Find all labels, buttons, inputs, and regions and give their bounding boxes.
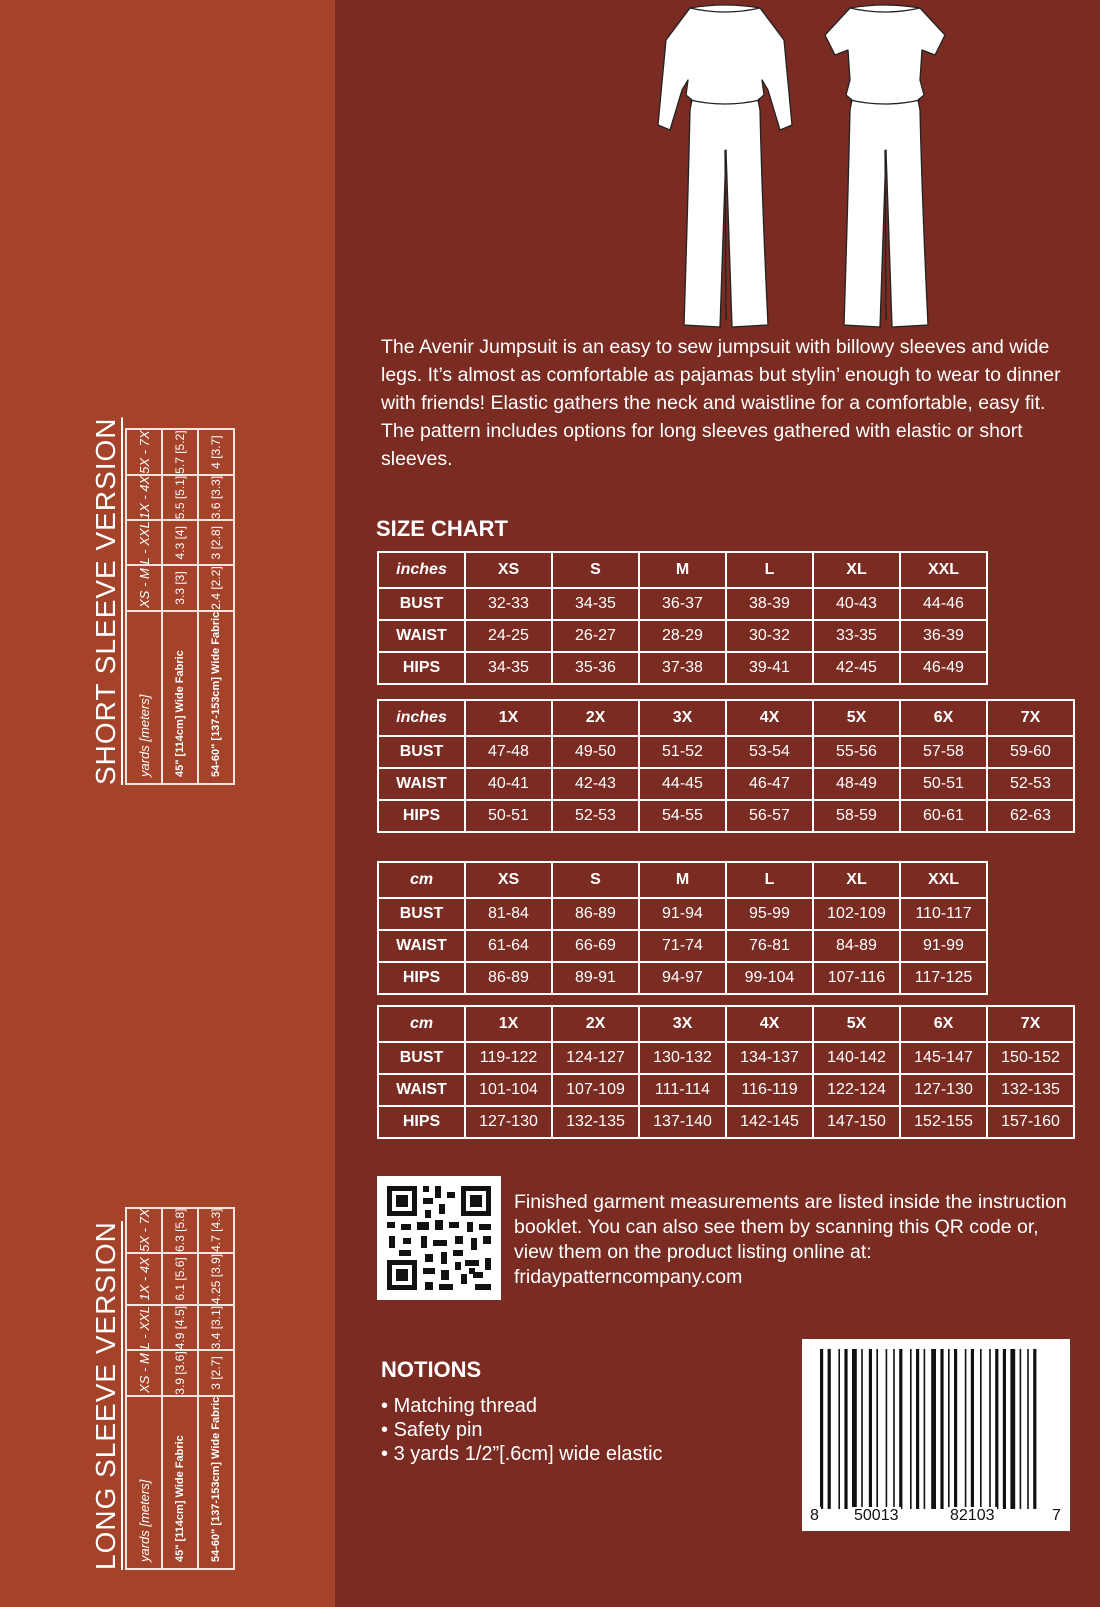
size-chart-title: SIZE CHART [376,516,508,541]
measurement-label: HIPS [378,800,465,832]
measurement-value: 62-63 [987,800,1074,832]
measurement-value: 76-81 [726,930,813,962]
size-cell: 5X - 7X [126,1208,162,1253]
measurement-value: 130-132 [639,1042,726,1074]
table-row [378,588,987,620]
barcode-bar [916,1349,919,1509]
measurement-label: BUST [378,1042,465,1074]
fabric-width-label: 54-60" [137-153cm] Wide Fabric [198,611,234,784]
measurement-label: BUST [378,898,465,930]
measurement-value: 26-27 [552,620,639,652]
barcode-bar [861,1349,863,1509]
yardage-value: 3 [2.8] [198,520,234,565]
barcode-digit-group: 8 [810,1507,819,1524]
table-row [378,1042,1074,1074]
measurement-value: 152-155 [900,1106,987,1138]
table-row [378,1074,1074,1106]
barcode-digit-group: 82103 [950,1507,995,1524]
size-header: 6X [900,1006,987,1042]
measurement-value: 46-47 [726,768,813,800]
barcode-bar [954,1349,957,1509]
measurement-value: 33-35 [813,620,900,652]
measurement-value: 122-124 [813,1074,900,1106]
measurement-value: 132-135 [987,1074,1074,1106]
barcode-bar [1010,1349,1015,1509]
measurement-value: 61-64 [465,930,552,962]
measurement-value: 86-89 [552,898,639,930]
qr-code-icon [377,1176,501,1300]
yardage-value: 3.9 [3.6] [162,1350,198,1395]
barcode-bar [924,1349,926,1509]
measurement-value: 49-50 [552,736,639,768]
yardage-value: 3 [2.7] [198,1350,234,1395]
barcode-bar [838,1349,840,1509]
measurement-label: WAIST [378,768,465,800]
measurement-value: 147-150 [813,1106,900,1138]
barcode-bar [820,1349,823,1509]
measurement-value: 42-43 [552,768,639,800]
barcode-bar [893,1349,895,1509]
unit-label: inches [378,700,465,736]
measurement-value: 56-57 [726,800,813,832]
measurement-value: 145-147 [900,1042,987,1074]
yardage-value: 2.4 [2.2] [198,565,234,610]
measurement-value: 84-89 [813,930,900,962]
barcode-bar [1003,1349,1006,1509]
measurement-value: 35-36 [552,652,639,684]
barcode-digits [802,1503,1070,1525]
measurement-label: BUST [378,588,465,620]
barcode-bar [940,1349,943,1509]
yardage-value: 6.1 [5.6] [162,1253,198,1305]
size-cell: XS - M [126,565,162,610]
measurement-value: 40-41 [465,768,552,800]
measurement-value: 107-116 [813,962,900,994]
size-header: 7X [987,1006,1074,1042]
measurement-value: 99-104 [726,962,813,994]
fabric-width-label: 45" [114cm] Wide Fabric [162,1396,198,1569]
measurement-value: 58-59 [813,800,900,832]
measurement-value: 86-89 [465,962,552,994]
barcode-bar [876,1349,878,1509]
measurement-value: 81-84 [465,898,552,930]
measurement-value: 71-74 [639,930,726,962]
short-sleeve-yardage-table [125,428,235,785]
table-row [378,736,1074,768]
measurement-value: 57-58 [900,736,987,768]
measurement-label: HIPS [378,1106,465,1138]
long-sleeve-yardage-table [125,1207,235,1570]
barcode-bar [844,1349,847,1509]
barcode-bar [899,1349,902,1509]
measurement-value: 24-25 [465,620,552,652]
barcode-bar [1027,1349,1029,1509]
notion-item: • Safety pin [381,1418,663,1442]
measurement-value: 47-48 [465,736,552,768]
measurement-value: 102-109 [813,898,900,930]
measurement-value: 137-140 [639,1106,726,1138]
measurement-value: 40-43 [813,588,900,620]
barcode-bar [995,1349,998,1509]
measurement-value: 30-32 [726,620,813,652]
size-cell: 1X - 4X [126,475,162,520]
measurement-value: 39-41 [726,652,813,684]
measurement-value: 50-51 [465,800,552,832]
short-sleeve-jumpsuit-drawing [825,5,945,327]
measurement-value: 94-97 [639,962,726,994]
measurement-value: 59-60 [987,736,1074,768]
measurement-label: HIPS [378,962,465,994]
notions-title: NOTIONS [381,1357,482,1382]
size-header: 6X [900,700,987,736]
size-header: 2X [552,1006,639,1042]
measurement-value: 50-51 [900,768,987,800]
measurement-value: 127-130 [900,1074,987,1106]
measurement-value: 157-160 [987,1106,1074,1138]
barcode-bar [910,1349,912,1509]
qr-instructions: Finished garment measurements are listed inside the instruction booklet. You can also see them by scanning this QR code or, view them on the product listing online at: fridaypatterncompany.com [514,1191,1067,1288]
measurement-value: 142-145 [726,1106,813,1138]
yardage-value: 4.3 [4] [162,520,198,565]
measurement-value: 52-53 [552,800,639,832]
size-header: XS [465,862,552,898]
measurement-value: 66-69 [552,930,639,962]
table-row [378,962,987,994]
short-sleeve-title: SHORT SLEEVE VERSION [90,417,121,785]
table-row [378,1106,1074,1138]
measurement-value: 116-119 [726,1074,813,1106]
size-chart-inches-plus [377,699,1075,833]
barcode-bar [931,1349,936,1509]
long-sleeve-jumpsuit-drawing [658,5,792,327]
size-header: L [726,552,813,588]
barcode-bar [980,1349,982,1509]
size-header: 4X [726,700,813,736]
notion-item: • 3 yards 1/2”[.6cm] wide elastic [381,1442,663,1466]
measurement-value: 44-45 [639,768,726,800]
measurement-value: 44-46 [900,588,987,620]
yardage-value: 4 [3.7] [198,429,234,474]
measurement-value: 34-35 [552,588,639,620]
unit-label: inches [378,552,465,588]
measurement-value: 37-38 [639,652,726,684]
table-row [378,898,987,930]
size-header: 1X [465,1006,552,1042]
measurement-value: 34-35 [465,652,552,684]
yardage-value: 3.6 [3.3] [198,475,234,520]
yardage-value: 6.3 [5.8] [162,1208,198,1253]
barcode [802,1339,1070,1531]
measurement-value: 55-56 [813,736,900,768]
yardage-value: 4.7 [4.3] [198,1208,234,1253]
measurement-value: 150-152 [987,1042,1074,1074]
yard-unit-label: yards [meters] [126,1396,162,1569]
notion-item: • Matching thread [381,1394,663,1418]
size-header: 7X [987,700,1074,736]
barcode-bar [869,1349,872,1509]
size-header: M [639,552,726,588]
measurement-value: 54-55 [639,800,726,832]
size-cell: L - XXL [126,1305,162,1350]
measurement-value: 132-135 [552,1106,639,1138]
measurement-value: 42-45 [813,652,900,684]
measurement-value: 127-130 [465,1106,552,1138]
measurement-value: 32-33 [465,588,552,620]
long-sleeve-title: LONG SLEEVE VERSION [90,1221,121,1570]
fabric-width-label: 45" [114cm] Wide Fabric [162,611,198,784]
size-header: XS [465,552,552,588]
measurement-label: HIPS [378,652,465,684]
measurement-label: WAIST [378,1074,465,1106]
barcode-bar [965,1349,967,1509]
barcode-bar [1020,1349,1022,1509]
measurement-value: 110-117 [900,898,987,930]
yardage-value: 5.5 [5.1] [162,475,198,520]
measurement-value: 51-52 [639,736,726,768]
size-header: S [552,552,639,588]
unit-label: cm [378,1006,465,1042]
measurement-value: 38-39 [726,588,813,620]
barcode-bar [828,1349,831,1509]
barcode-bar [852,1349,857,1509]
measurement-label: BUST [378,736,465,768]
measurement-value: 140-142 [813,1042,900,1074]
measurement-value: 107-109 [552,1074,639,1106]
barcode-bar [1033,1349,1036,1509]
measurement-value: 119-122 [465,1042,552,1074]
size-header: 5X [813,1006,900,1042]
barcode-bar [886,1349,888,1509]
notions-list [381,1394,663,1466]
size-header: XL [813,862,900,898]
size-chart-cm-standard [377,861,988,995]
qr-code[interactable] [377,1176,501,1300]
measurement-value: 28-29 [639,620,726,652]
size-header: 2X [552,700,639,736]
measurement-value: 36-39 [900,620,987,652]
measurement-value: 95-99 [726,898,813,930]
size-header: 5X [813,700,900,736]
yardage-value: 4.9 [4.5] [162,1305,198,1350]
measurement-value: 91-99 [900,930,987,962]
measurement-value: 101-104 [465,1074,552,1106]
table-row [378,930,987,962]
size-cell: 5X - 7X [126,429,162,474]
size-cell: L - XXL [126,520,162,565]
size-header: XL [813,552,900,588]
size-header: L [726,862,813,898]
size-cell: 1X - 4X [126,1253,162,1305]
size-chart-cm-plus [377,1005,1075,1139]
yard-unit-label: yards [meters] [126,611,162,784]
fabric-width-label: 54-60" [137-153cm] Wide Fabric [198,1396,234,1569]
table-row [378,800,1074,832]
yardage-value: 4.25 [3.9] [198,1253,234,1305]
pattern-description: The Avenir Jumpsuit is an easy to sew jumpsuit with billowy sleeves and wide legs. It’s almost as comfortable as pajamas but stylin’ enough to wear to dinner with friends! Elastic gathers the neck and waistline for a comfortable, easy fit. The pattern includes options for long sleeves gathered with elastic or short sleeves. [381,336,1061,470]
measurement-value: 53-54 [726,736,813,768]
size-header: 1X [465,700,552,736]
measurement-label: WAIST [378,620,465,652]
measurement-value: 134-137 [726,1042,813,1074]
yardage-value: 5.7 [5.2] [162,429,198,474]
yardage-value: 3.4 [3.1] [198,1305,234,1350]
measurement-value: 52-53 [987,768,1074,800]
size-chart-inches-standard [377,551,988,685]
size-header: 3X [639,700,726,736]
measurement-value: 89-91 [552,962,639,994]
size-header: XXL [900,552,987,588]
size-header: XXL [900,862,987,898]
measurement-value: 60-61 [900,800,987,832]
size-cell: XS - M [126,1350,162,1395]
size-header: M [639,862,726,898]
barcode-bar [948,1349,950,1509]
table-row [378,652,987,684]
table-row [378,620,987,652]
size-header: 4X [726,1006,813,1042]
measurement-value: 46-49 [900,652,987,684]
measurement-label: WAIST [378,930,465,962]
measurement-value: 48-49 [813,768,900,800]
size-header: 3X [639,1006,726,1042]
measurement-value: 117-125 [900,962,987,994]
unit-label: cm [378,862,465,898]
barcode-digit-group: 50013 [854,1507,899,1524]
barcode-bar [989,1349,991,1509]
measurement-value: 124-127 [552,1042,639,1074]
yardage-value: 3.3 [3] [162,565,198,610]
size-header: S [552,862,639,898]
measurement-value: 36-37 [639,588,726,620]
barcode-bar [971,1349,974,1509]
measurement-value: 111-114 [639,1074,726,1106]
jumpsuit-illustration [650,0,970,330]
measurement-value: 91-94 [639,898,726,930]
barcode-digit-group: 7 [1052,1507,1061,1524]
table-row [378,768,1074,800]
